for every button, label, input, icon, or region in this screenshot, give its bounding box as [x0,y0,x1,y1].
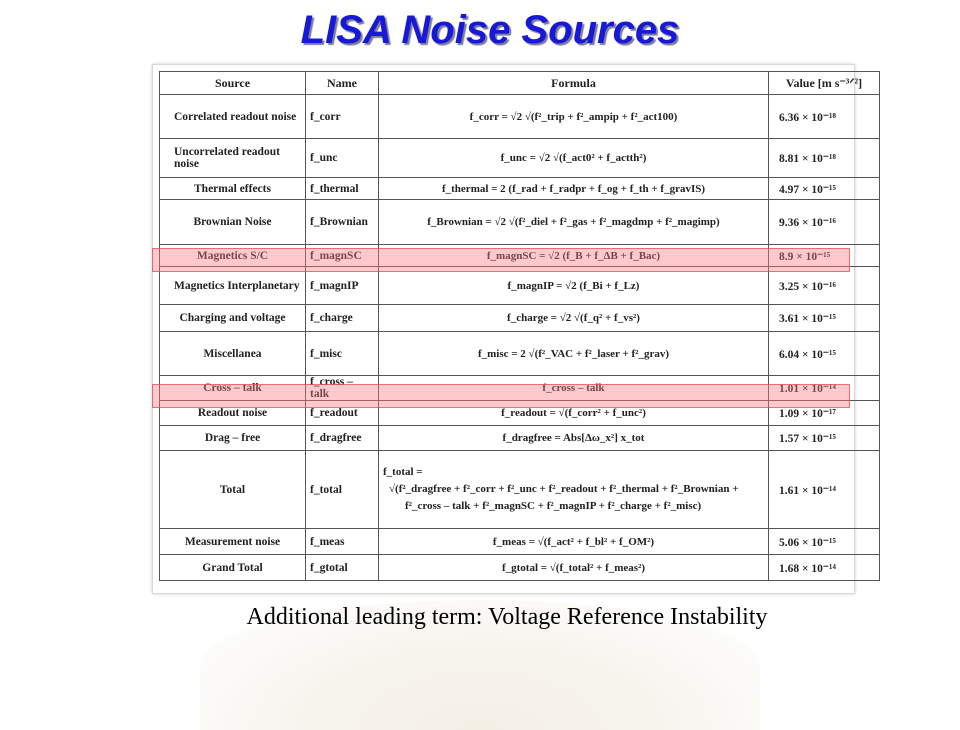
row-value: 1.57 × 10⁻¹⁵ [769,426,880,451]
table-row [160,267,880,305]
row-name: f_cross – talk [306,376,379,401]
row-name: f_dragfree [306,426,379,451]
row-name: f_meas [306,529,379,555]
row-value: 6.36 × 10⁻¹⁸ [769,95,880,139]
row-formula: f_dragfree = Abs[Δω_x²] x_tot [379,426,769,451]
table-row [160,529,880,555]
total-formula-line-2: √(f²_dragfree + f²_corr + f²_unc + f²_readout + f²_thermal + f²_Brownian + [389,483,739,495]
noise-sources-table [159,71,880,581]
row-source: Magnetics Interplanetary [160,267,306,305]
row-name: f_thermal [306,178,379,200]
total-formula-line-1: f_total = [383,466,423,478]
table-row [160,426,880,451]
row-name: f_magnIP [306,267,379,305]
row-source: Correlated readout noise [160,95,306,139]
table-row [160,555,880,581]
header-value: Value [m s⁻³ᐟ²] [769,72,880,95]
row-source: Cross – talk [160,376,306,401]
table-row [160,332,880,376]
row-formula: f_gtotal = √(f_total² + f_meas²) [379,555,769,581]
row-formula: f_thermal = 2 (f_rad + f_radpr + f_og + f_th + f_gravIS) [379,178,769,200]
table-row [160,139,880,178]
row-value: 5.06 × 10⁻¹⁵ [769,529,880,555]
row-name: f_Brownian [306,200,379,245]
row-formula: f_misc = 2 √(f²_VAC + f²_laser + f²_grav) [379,332,769,376]
row-source: Uncorrelated readout noise [160,139,306,178]
table-row [160,178,880,200]
row-value: 4.97 × 10⁻¹⁵ [769,178,880,200]
row-value: 3.25 × 10⁻¹⁶ [769,267,880,305]
row-name: f_total [306,451,379,529]
row-value: 8.81 × 10⁻¹⁸ [769,139,880,178]
row-source: Thermal effects [160,178,306,200]
row-name: f_gtotal [306,555,379,581]
table-row [160,305,880,332]
header-source: Source [160,72,306,95]
row-value: 9.36 × 10⁻¹⁶ [769,200,880,245]
row-value: 3.61 × 10⁻¹⁵ [769,305,880,332]
row-formula: f_unc = √2 √(f_act0² + f_actth²) [379,139,769,178]
row-formula: f_cross – talk [379,376,769,401]
row-name: f_corr [306,95,379,139]
row-formula: f_magnSC = √2 (f_B + f_ΔB + f_Bac) [379,245,769,267]
row-formula: f_readout = √(f_corr² + f_unc²) [379,401,769,426]
total-formula-line-3: f²_cross – talk + f²_magnSC + f²_magnIP + f²_charge + f²_misc) [405,500,702,512]
row-name: f_charge [306,305,379,332]
row-value: 6.04 × 10⁻¹⁵ [769,332,880,376]
highlight-magnetics-row [152,248,850,272]
row-name: f_magnSC [306,245,379,267]
row-name: f_unc [306,139,379,178]
row-formula-total [379,451,769,529]
table-row [160,451,880,529]
row-source: Charging and voltage [160,305,306,332]
row-value: 1.01 × 10⁻¹⁴ [769,376,880,401]
noise-table-image [152,64,863,594]
row-value: 1.09 × 10⁻¹⁷ [769,401,880,426]
row-source: Drag – free [160,426,306,451]
row-source: Brownian Noise [160,200,306,245]
row-value: 1.68 × 10⁻¹⁴ [769,555,880,581]
row-value: 1.61 × 10⁻¹⁴ [769,451,880,529]
row-formula: f_charge = √2 √(f_q² + f_vs²) [379,305,769,332]
row-formula: f_meas = √(f_act² + f_bl² + f_OM²) [379,529,769,555]
table-row [160,200,880,245]
row-source: Total [160,451,306,529]
highlight-crosstalk-row [152,384,850,408]
row-source: Magnetics S/C [160,245,306,267]
row-name: f_readout [306,401,379,426]
row-formula: f_magnIP = √2 (f_Bi + f_Lz) [379,267,769,305]
table-header-row [160,72,880,95]
row-source: Measurement noise [160,529,306,555]
row-formula: f_Brownian = √2 √(f²_diel + f²_gas + f²_magdmp + f²_magimp) [379,200,769,245]
row-source: Miscellanea [160,332,306,376]
table-row [160,95,880,139]
slide-caption: Additional leading term: Voltage Reference Instability [246,604,768,630]
header-name: Name [306,72,379,95]
header-formula: Formula [379,72,769,95]
row-source: Grand Total [160,555,306,581]
slide-title: LISA Noise Sources [300,8,680,52]
row-name: f_misc [306,332,379,376]
row-value: 8.9 × 10⁻¹⁵ [769,245,880,267]
row-source: Readout noise [160,401,306,426]
row-formula: f_corr = √2 √(f²_trip + f²_ampip + f²_act100) [379,95,769,139]
